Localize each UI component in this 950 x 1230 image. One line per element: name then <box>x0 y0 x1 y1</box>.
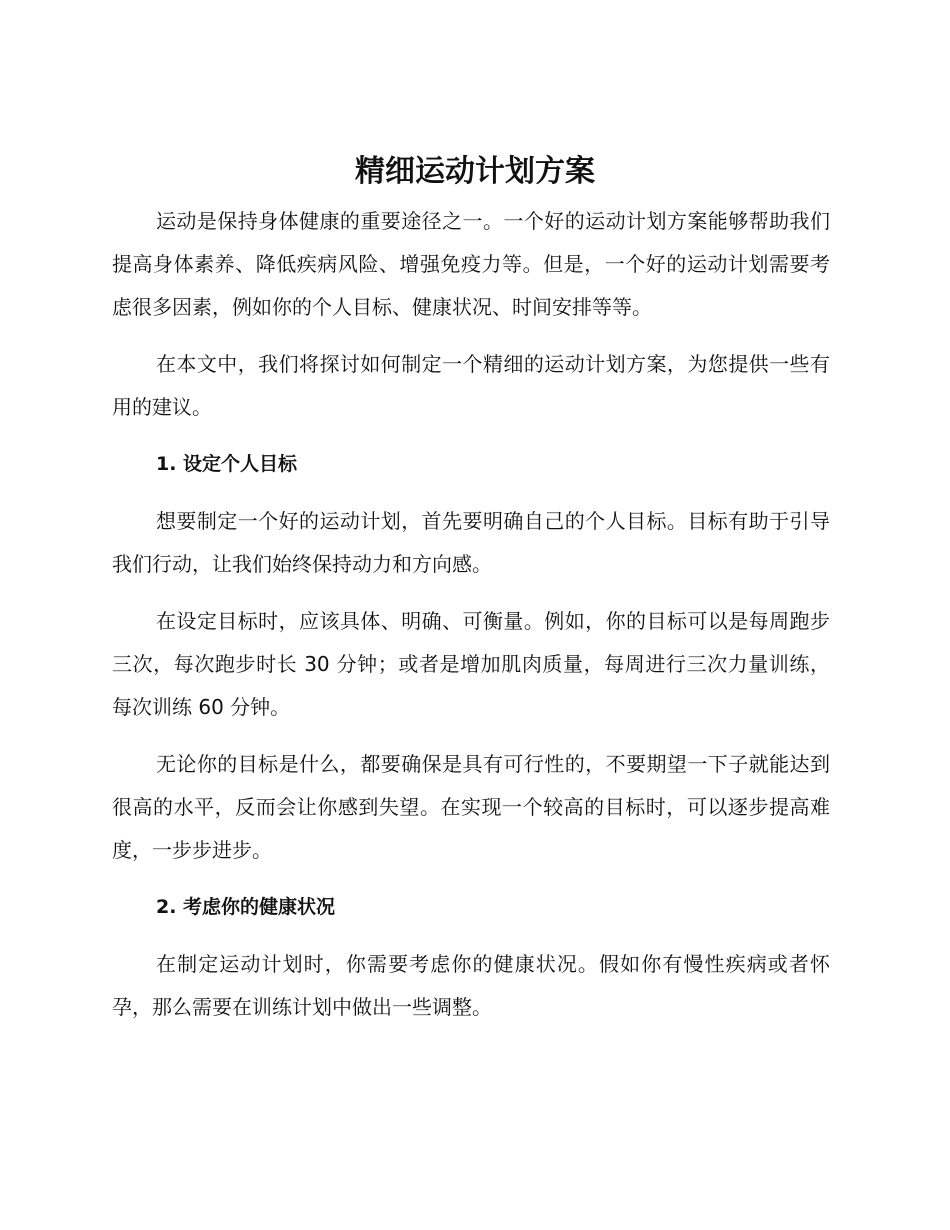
intro-paragraph: 运动是保持身体健康的重要途径之一。一个好的运动计划方案能够帮助我们提高身体素养、降低疾病风险、增强免疫力等。但是，一个好的运动计划需要考虑很多因素，例如你的个人目标、健康状况、时间安排等等。 <box>112 209 830 319</box>
document-body <box>112 200 830 1043</box>
goals-paragraph-1: 想要制定一个好的运动计划，首先要明确自己的个人目标。目标有助于引导我们行动，让我们始终保持动力和方向感。 <box>112 509 830 576</box>
health-paragraph-1: 在制定运动计划时，你需要考虑你的健康状况。假如你有慢性疾病或者怀孕，那么需要在训练计划中做出一些调整。 <box>112 952 830 1019</box>
section-heading-health: 2. 考虑你的健康状况 <box>156 896 336 918</box>
goals-paragraph-2: 在设定目标时，应该具体、明确、可衡量。例如，你的目标可以是每周跑步三次，每次跑步时长 30 分钟；或者是增加肌肉质量，每周进行三次力量训练，每次训练 60 分钟。 <box>112 609 830 719</box>
goals-paragraph-3: 无论你的目标是什么，都要确保是具有可行性的，不要期望一下子就能达到很高的水平，反而会让你感到失望。在实现一个较高的目标时，可以逐步提高难度，一步步进步。 <box>112 752 830 862</box>
document-title: 精细运动计划方案 <box>355 154 595 189</box>
section-heading-goals: 1. 设定个人目标 <box>156 453 298 475</box>
overview-paragraph: 在本文中，我们将探讨如何制定一个精细的运动计划方案，为您提供一些有用的建议。 <box>112 352 830 419</box>
